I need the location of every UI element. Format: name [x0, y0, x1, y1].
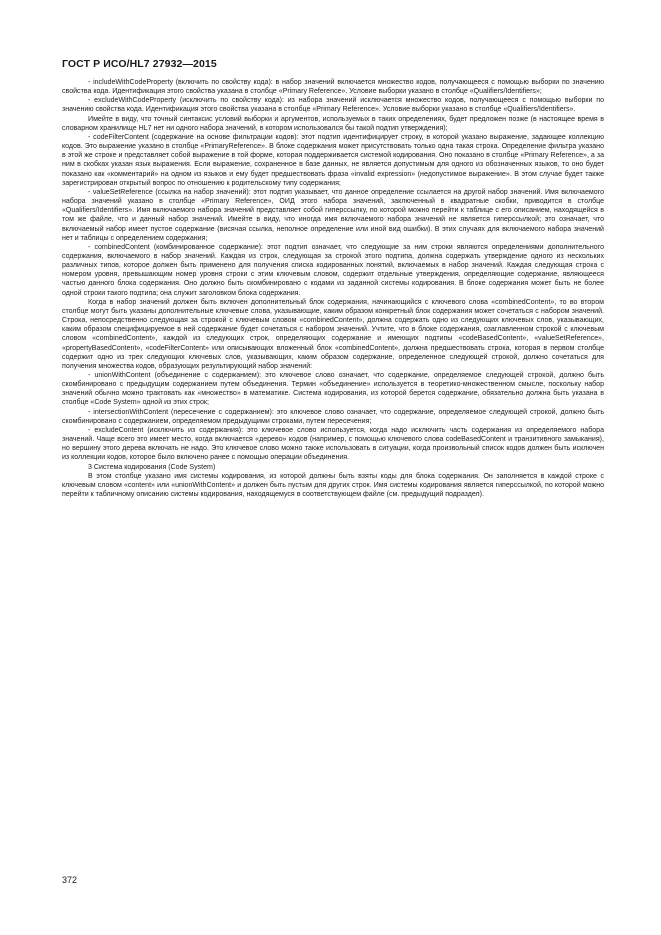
paragraph: Имейте в виду, что точный синтаксис условий выборки и аргументов, используемых в таких определениях, будет предложен позже (в настоящее время в словарном хранилище HL7 нет ни одного набора значений, в котором использовался бы такой подтип утверждения); — [62, 115, 604, 132]
section-heading: 3 Система кодирования (Code System) — [88, 463, 216, 471]
paragraph: - unionWithContent (объединение с содержанием): это ключевое слово означает, что содержание, определяемое следующей строкой, должно быть скомбинировано с предыдущим содержанием путем объединения. Термин «объединение» используется в теоретико-множественном смысле, поскольку набор значений обычно можно трактовать как «множество» в математике. Система кодирования, из которой берется содержание, обязательно должна быть указана в столбце «Code System» одной из этих строк; — [62, 372, 604, 407]
paragraph: - includeWithCodeProperty (включить по свойству кода): в набор значений включается множество кодов, получающееся с помощью выборки по значению свойства кода. Идентификация этого свойства указана в столбце «Primary Reference». Условие выборки указано в столбце «Qualifiers/Identifiers»; — [62, 79, 604, 96]
paragraph: - excludeWithCodeProperty (исключить по свойству кода): из набора значений исключается множество кодов, получающееся с помощью выборки по значению свойства кода. Идентификация этого свойства указана в столбце «Primary Reference». Условие выборки указано в столбце «Qualifiers/Identifiers». — [62, 97, 604, 114]
paragraph: - excludeContent (исключить из содержания): это ключевое слово используется, когда надо исключить часть содержания из определяемого набора значений. Чаще всего это имеет место, когда включается «дерево» кодов (например, с помощью ключевого слова codeBasedContent и транзитивного замыкания), но вершину этого дерева включать не надо. Это ключевое слово можно также использовать в ситуации, когда произвольный список кодов должен быть исключен из коллекции кодов, которое было включено ранее с помощью операции объединения. — [62, 426, 604, 462]
paragraph: - combinedContent (комбинированное содержание): этот подтип означает, что следующие за ним строки являются определениями дополнительного содержания, включаемого в набор значений. Каждая из строк, следующая за строкой этого подтипа, должна содержать утверждение одного из нескольких различных типов, которое должен быть применено для получения списка кодированных понятий, включаемых в набор значений. Каждая следующая строка с номером уровня, превышающим номер уровня строки с этим ключевым словом, содержит отдельные утверждения, определяющие содержание, являющееся частью данного блока содержания. Оно должно быть скомбинировано с кодами из заданной системы кодирования. В блоке содержания может быть не более одной строки такого подтипа; она служит заголовком блока содержания. — [62, 243, 604, 297]
page-header: ГОСТ Р ИСО/HL7 27932—2015 — [62, 58, 217, 70]
document-body — [62, 78, 604, 499]
page-number: 372 — [62, 875, 78, 885]
paragraph: - codeFilterContent (содержание на основе фильтрации кодов): этот подтип идентифицирует строку, в которой указано выражение, задающее коллекцию кодов. Это выражение указано в столбце «PrimaryReference». В блоке содержания может присутствовать только одна такая строка. Определение фильтра указано в этой же строке и представляет собой выражение в той форме, которая поддерживается системой кодирования. Оно показано в столбце «Primary Reference», а за ним в скобках указан язык выражения. Если выражение, сохраненное в базе данных, не является допустимым для одного из обозначенных языков, то оно будет показано как «комментарий» на одном из языков и ему будет предшествовать фраза «invalid expression» (недопустимое выражение». В этом случае будет также зарегистрирован открытый вопрос по отношению к родительскому типу содержания; — [62, 133, 604, 187]
paragraph: - intersectionWithContent (пересечение с содержанием): это ключевое слово означает, что содержание, определяемое следующей строкой, должно быть скомбинировано с содержанием, определяемом предыдущими строками, путем пересечения; — [62, 408, 604, 425]
paragraph: - valueSetReference (ссылка на набор значений): этот подтип указывает, что данное определение ссылается на другой набор значений. Имя включаемого набора значений указано в столбце «Primary Reference», ОИД этого набора значений, заключенный в квадратные скобки, приводится в столбце «Qualifiers/Identifiers». Имя включаемого набора значений представляет собой гиперссылку, по которой можно перейти к таблице с его описанием, находящейся в том же файле, что и данный набор значений. Имейте в виду, что иногда имя включаемого набора значений не является гиперссылкой; это означает, что включаемый набор имеет пустое содержание (висячая ссылка, неполное определение или иной вид ошибки). В этих случаях для включаемого набора значений нет и таблицы с определением содержания; — [62, 188, 604, 242]
paragraph: В этом столбце указано имя системы кодирования, из которой должны быть взяты коды для блока содержания. Он заполняется в каждой строке с ключевым словом «content» или «unionWithContent» и должен быть пустым для других строк. Имя системы кодирования является гиперссылкой, по которой можно перейти к табличному описанию системы кодирования, находящемуся в соответствующем файле (см. предыдущий подраздел). — [62, 472, 604, 499]
paragraph: Когда в набор значений должен быть включен дополнительный блок содержания, начинающийся с ключевого слова «combinedContent», то во втором столбце могут быть указаны дополнительные ключевые слова, указывающие, каким образом конкретный блок содержания может сочетаться с набором значений. Строка, непосредственно следующая за строкой с ключевым словом «combinedContent», должна содержать одно из следующих ключевых слов, указывающих, каким образом специфицируемое в ней содержание будет сочетаться с набором значений. Учтите, что в блоке содержания, озаглавленном строкой с ключевым словом «combinedContent», каждой из следующих строк, определяющих содержание и имеющих подтипы «codeBasedContent», «valueSetReference», «propertyBasedContent», «codeFilterContent» или описывающих вложенный блок «combinedContent», должна предшествовать строка, которая в первом столбце содержит одно из трех следующих ключевых слов, указывающих, каким образом содержание, определенное следующей строкой, должно сочетаться для получения множества кодов, образующих результирующий набор значений: — [62, 298, 604, 370]
